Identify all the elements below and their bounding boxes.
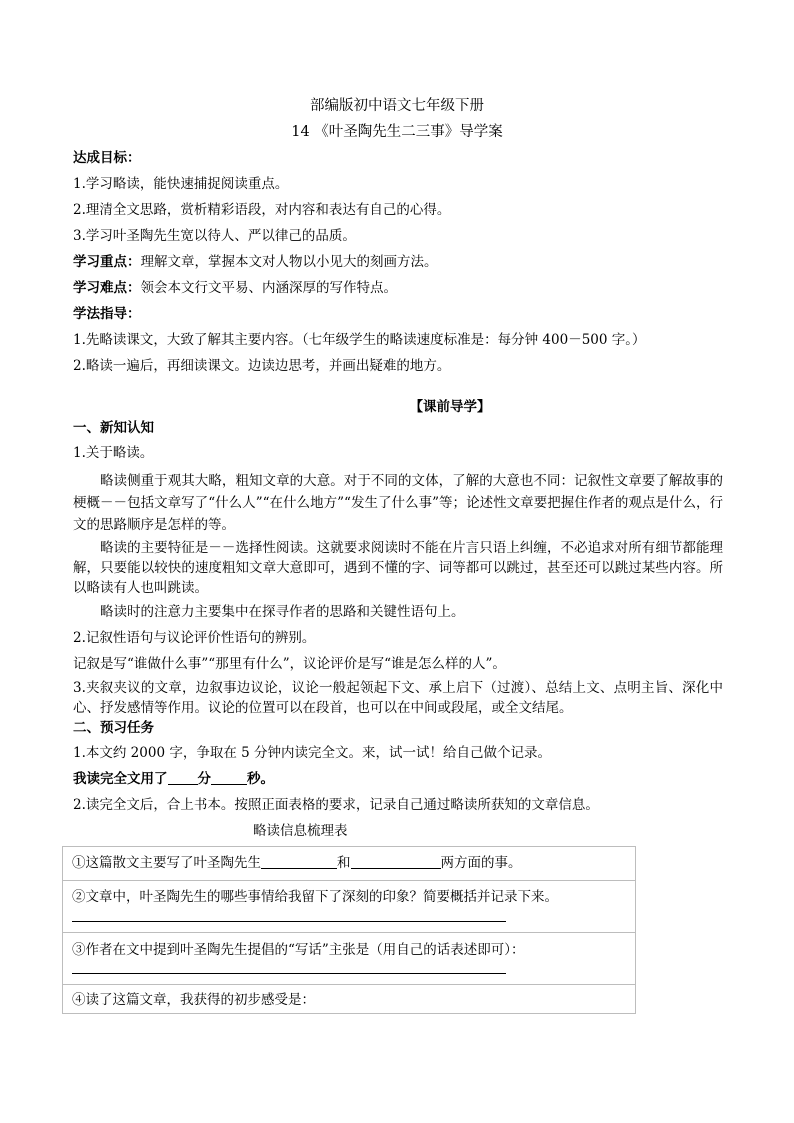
difficult-point-label: 学习难点： [73, 280, 141, 296]
skim-paragraph: 略读侧重于观其大略，粗知文章的大意。对于不同的文体，了解的大意也不同：记叙性文章要了解故事的梗概－－包括文章写了“什么人”“在什么地方”“发生了什么事”等；论述性文章要把握住作者的观点是什么，行文的思路顺序是怎样的等。 [73, 473, 723, 533]
lesson-title: 14 《叶圣陶先生二三事》导学案 [291, 124, 503, 140]
key-point [73, 254, 733, 271]
goal-item: 2.理清全文思路，赏析精彩语段，对内容和表达有自己的心得。 [73, 202, 451, 218]
section1-item: 2.记叙性语句与议论评价性语句的辨别。 [73, 630, 316, 646]
key-point-label: 学习重点： [73, 254, 141, 270]
method-item: 2.略读一遍后，再细读课文。边读边思考，并画出疑难的地方。 [73, 358, 451, 374]
answer-line[interactable] [72, 973, 506, 974]
section1-item: 3.夹叙夹议的文章，边叙事边议论，议论一般起领起下文、承上启下（过渡）、总结上文、点明主旨、深化中心、抒发感情等作用。议论的位置可以在段首，也可以在中间或段尾，或全文结尾。 [73, 680, 723, 716]
difficult-point [73, 280, 733, 297]
key-point-text: 理解文章，掌握本文对人物以小见大的刻画方法。 [140, 254, 438, 270]
section2-heading: 二、预习任务 [73, 720, 154, 736]
answer-blank[interactable] [261, 855, 337, 869]
goals-heading: 达成目标： [73, 150, 141, 166]
table-caption: 略读信息梳理表 [253, 823, 348, 839]
skim-paragraph: 略读时的注意力主要集中在探寻作者的思路和关键性语句上。 [100, 604, 465, 620]
goal-item: 3.学习叶圣陶先生宽以待人、严以律己的品质。 [73, 228, 356, 244]
doc-title: 部编版初中语文七年级下册 [310, 98, 484, 114]
reading-record: 我读完全文用了 分 秒。 [73, 771, 274, 787]
method-heading: 学法指导： [73, 306, 141, 322]
section1-heading: 一、新知认知 [73, 420, 154, 436]
difficult-point-text: 领会本文行文平易、内涵深厚的写作特点。 [140, 280, 397, 296]
task-item: 1.本文约 2000 字，争取在 5 分钟内读完全文。来，试一试！给自己做个记录。 [73, 745, 551, 761]
table-row: ③作者在文中提到叶圣陶先生提倡的“写话”主张是（用自己的话表述即可）： [63, 932, 635, 984]
table-row: ②文章中，叶圣陶先生的哪些事情给我留下了深刻的印象？简要概括并记录下来。 [63, 880, 635, 932]
minutes-blank[interactable] [168, 771, 198, 785]
skim-info-table [62, 846, 636, 1014]
table-row: ④读了这篇文章，我获得的初步感受是： [63, 984, 635, 1014]
answer-blank[interactable] [351, 855, 441, 869]
table-row: ①这篇散文主要写了叶圣陶先生 和 两方面的事。 [72, 855, 522, 871]
goal-item: 1.学习略读，能快速捕捉阅读重点。 [73, 176, 289, 192]
distinction-paragraph: 记叙是写“谁做什么事”“那里有什么”，议论评价是写“谁是怎么样的人”。 [73, 656, 506, 672]
seconds-blank[interactable] [211, 771, 247, 785]
skim-paragraph: 略读的主要特征是－－选择性阅读。这就要求阅读时不能在片言只语上纠缠，不必追求对所有细节都能理解，只要能以较快的速度粗知文章大意即可，遇到不懂的字、词等都可以跳过，甚至还可以跳过某些内容。所以略读有人也叫跳读。 [73, 540, 723, 596]
task-item: 2.读完全文后，合上书本。按照正面表格的要求，记录自己通过略读所获知的文章信息。 [73, 797, 599, 813]
method-item: 1.先略读课文，大致了解其主要内容。（七年级学生的略读速度标准是：每分钟 400－500 字。） [73, 332, 646, 348]
preclass-heading: 【课前导学】 [409, 399, 491, 415]
section1-item: 1.关于略读。 [73, 445, 154, 461]
answer-line[interactable] [72, 921, 506, 922]
